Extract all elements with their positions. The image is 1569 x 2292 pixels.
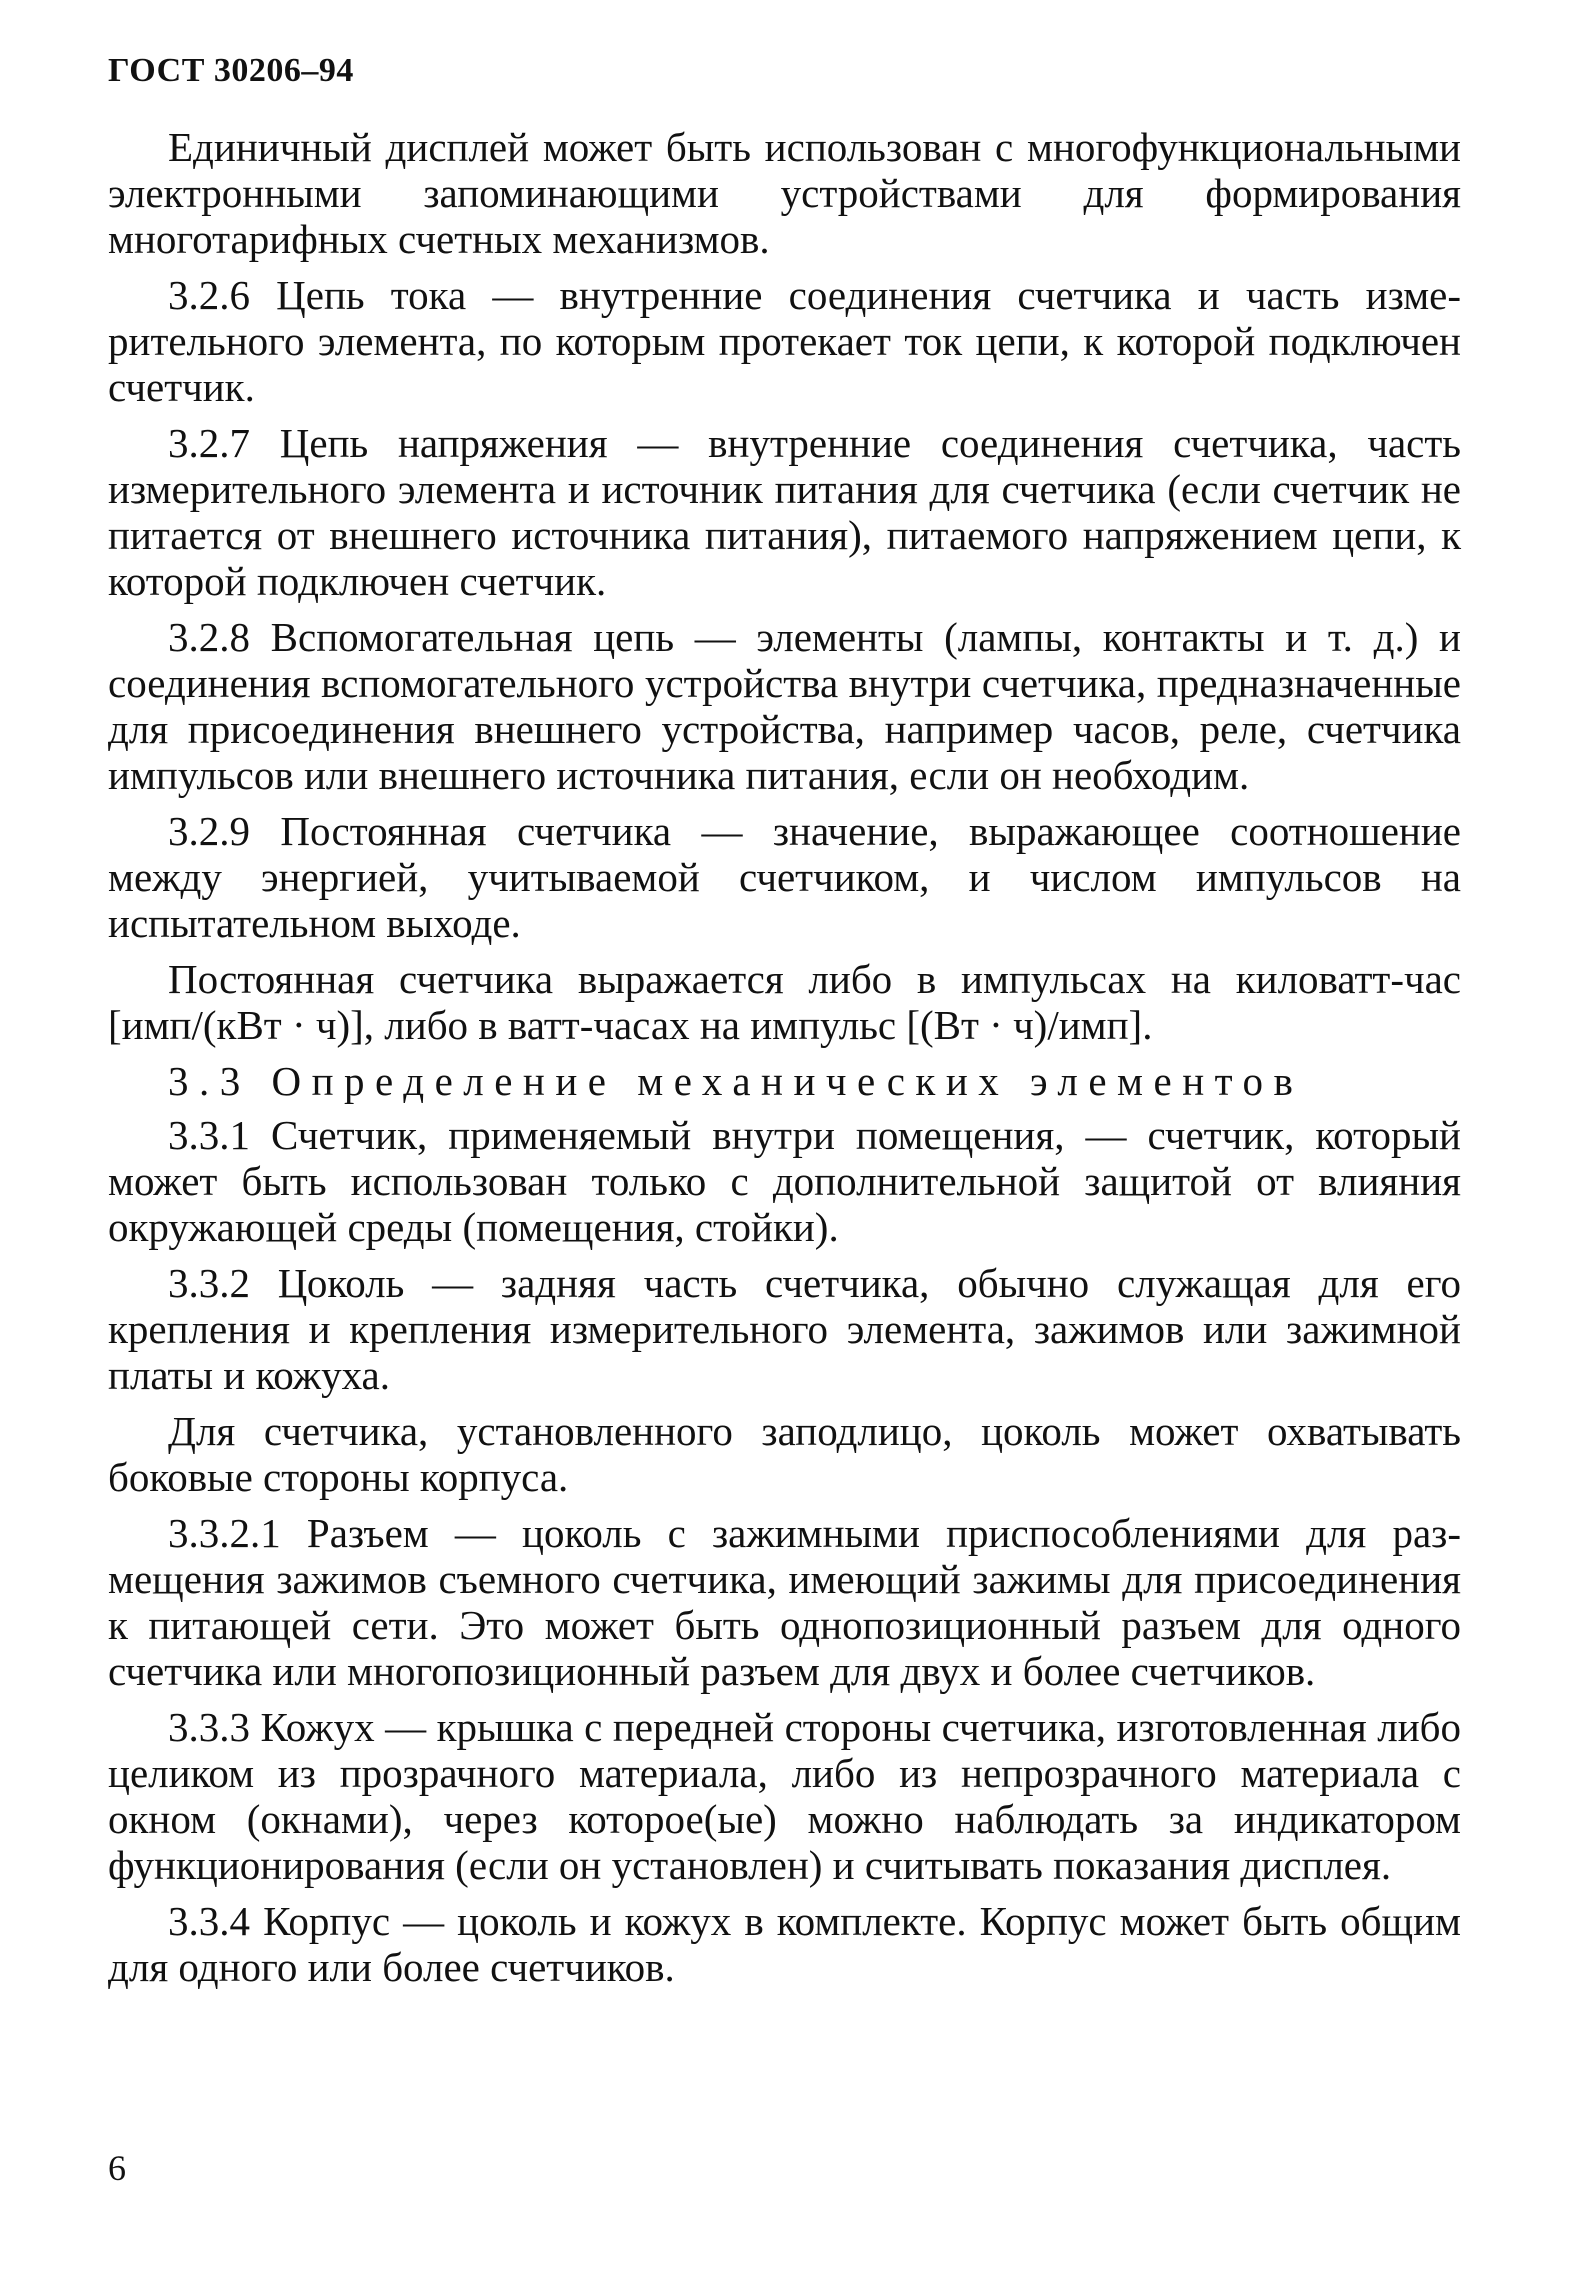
section-heading-3-3: 3.3 Определение механических элементов xyxy=(168,1058,1304,1104)
page-number: 6 xyxy=(108,2148,126,2188)
document-header: ГОСТ 30206–94 xyxy=(108,52,354,89)
paragraph-3-2-8: 3.2.8 Вспомогательная цепь — элементы (лампы, контакты и т. д.) и соединения вспомогательного устройства внутри счетчика, предназначенные для присоединения внешнего устройства, например часов, реле, счетчика импульсов или внешнего источника питания, если он необходим. xyxy=(108,614,1461,798)
paragraph-single-display: Единичный дисплей может быть использован с многофункциональными электронными запоминающими устройствами для формирования многотарифных счетных механизмов. xyxy=(108,124,1461,262)
paragraph-3-3-2-1: 3.3.2.1 Разъем — цоколь с зажимными приспособлениями для размещения зажимов съемного счетчика, имеющий зажимы для присоединения к питающей сети. Это может быть однопозиционный разъем для одного счетчика или многопозиционный разъем для двух и более счетчиков. xyxy=(108,1510,1461,1694)
paragraph-flush-mounted: Для счетчика, установленного заподлицо, цоколь может охватывать боковые стороны корпуса. xyxy=(108,1408,1461,1500)
paragraph-3-3-3: 3.3.3 Кожух — крышка с передней стороны счетчика, изготовленная либо целиком из прозрачного материала, либо из непрозрачного материала с окном (окнами), через которое(ые) можно наблюдать за индикатором функционирования (если он установлен) и считывать показания дисплея. xyxy=(108,1704,1461,1888)
paragraph-3-2-6: 3.2.6 Цепь тока — внутренние соединения счетчика и часть измерительного элемента, по которым протекает ток цепи, к которой подключен счетчик. xyxy=(108,272,1461,410)
paragraph-3-2-9: 3.2.9 Постоянная счетчика — значение, выражающее соотношение между энергией, учитываемой счетчиком, и числом импульсов на испытательном выходе. xyxy=(108,808,1461,946)
paragraph-meter-constant: Постоянная счетчика выражается либо в импульсах на киловатт-час [имп/(кВт · ч)], либо в ватт-часах на импульс [(Вт · ч)/имп]. xyxy=(108,956,1461,1048)
paragraph-3-3-2: 3.3.2 Цоколь — задняя часть счетчика, обычно служащая для его крепления и крепления измерительного элемента, зажимов или зажимной платы и кожуха. xyxy=(108,1260,1461,1398)
document-body xyxy=(108,124,1461,2000)
paragraph-3-2-7: 3.2.7 Цепь напряжения — внутренние соединения счетчика, часть измерительного элемента и источник питания для счетчика (если счетчик не питается от внешнего источника питания), питаемого напряжением цепи, к которой подключен счетчик. xyxy=(108,420,1461,604)
paragraph-3-3-1: 3.3.1 Счетчик, применяемый внутри помещения, — счетчик, который может быть использован только с дополнительной защитой от влияния окружающей среды (помещения, стойки). xyxy=(108,1112,1461,1250)
paragraph-3-3-4: 3.3.4 Корпус — цоколь и кожух в комплекте. Корпус может быть общим для одного или более счетчиков. xyxy=(108,1898,1461,1990)
